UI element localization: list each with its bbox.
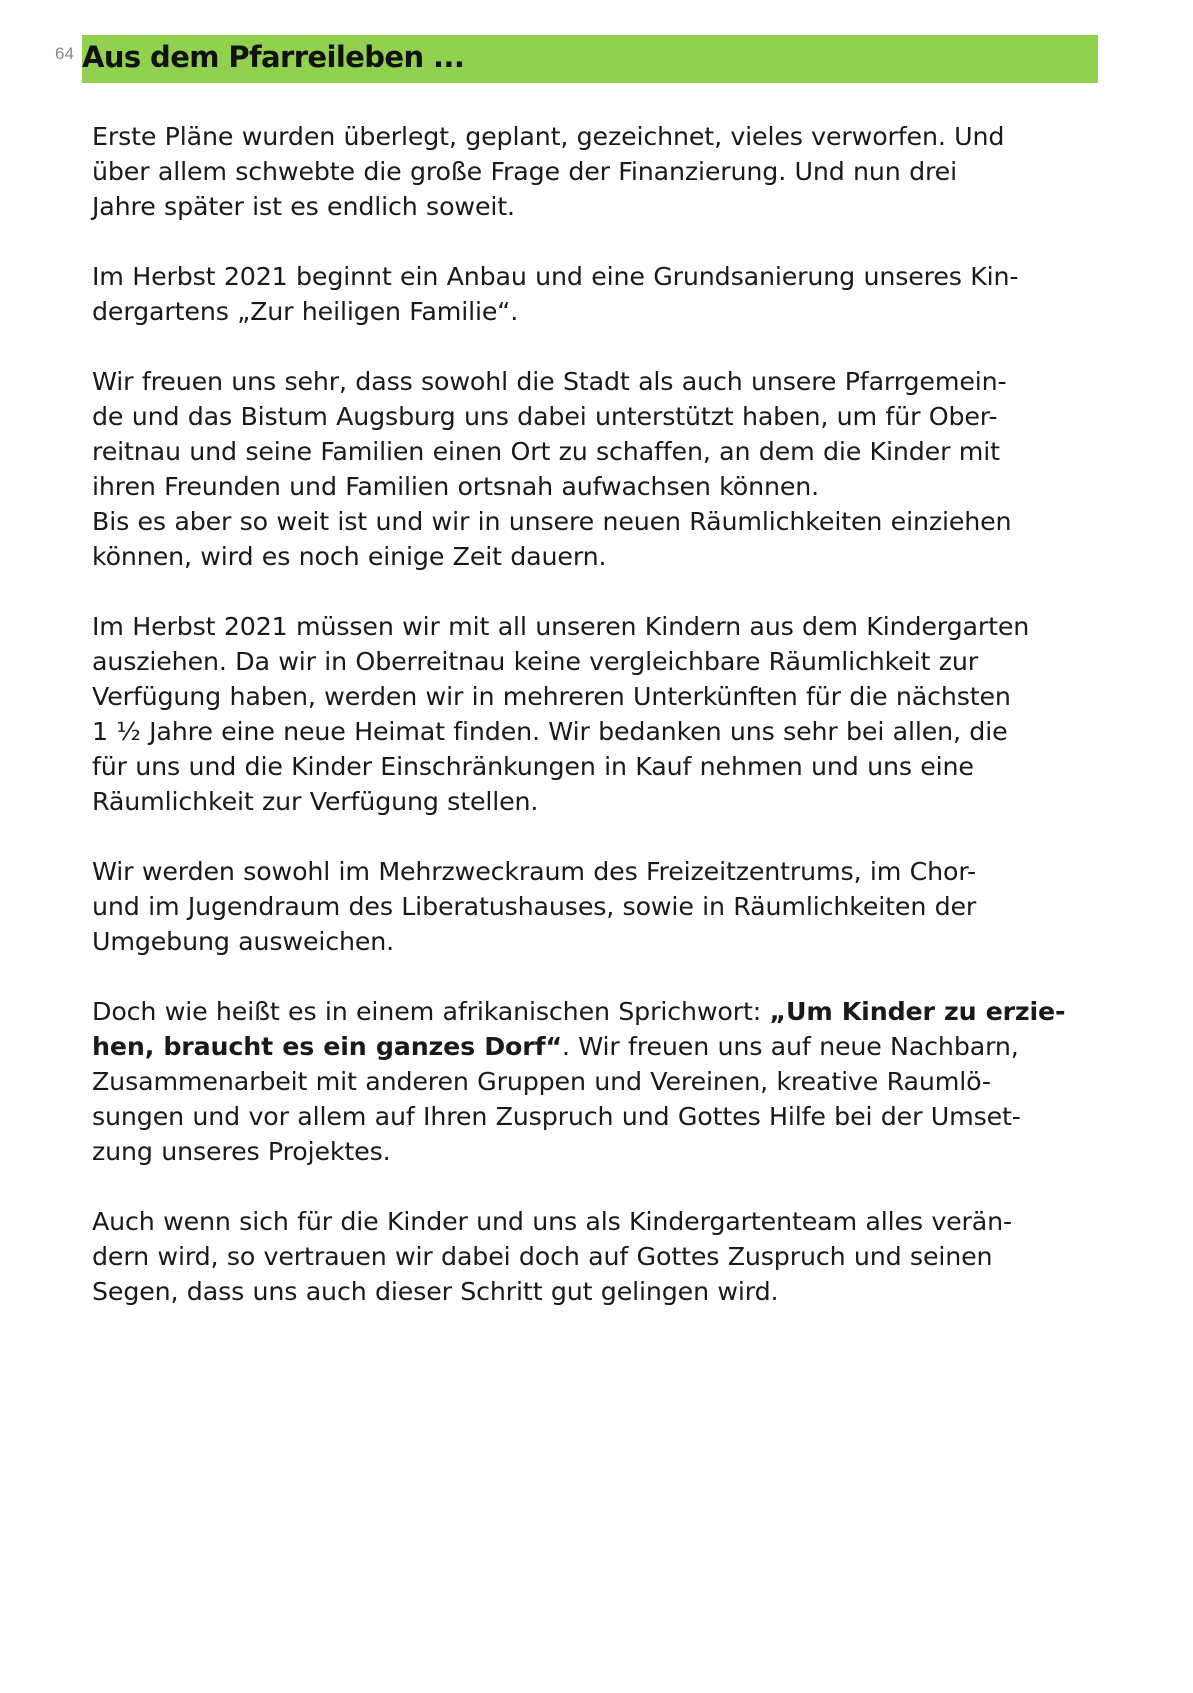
section-title: Aus dem Pfarreileben ... xyxy=(82,40,465,74)
paragraph-closing-blessing xyxy=(92,1204,1102,1309)
paragraph-alternative-rooms xyxy=(92,854,1102,959)
paragraph-construction-start xyxy=(92,259,1102,329)
text-line: 1 ½ Jahre eine neue Heimat finden. Wir bedanken uns sehr bei allen, die xyxy=(92,717,1008,746)
text-line: zung unseres Projektes. xyxy=(92,1137,391,1166)
paragraph-moving-out xyxy=(92,609,1102,819)
article-body xyxy=(92,119,1102,1344)
text-line: sungen und vor allem auf Ihren Zuspruch und Gottes Hilfe bei der Umset- xyxy=(92,1102,1021,1131)
proverb-quote: hen, braucht es ein ganzes Dorf“ xyxy=(92,1032,562,1061)
text-line: de und das Bistum Augsburg uns dabei unterstützt haben, um für Ober- xyxy=(92,402,998,431)
text-line: dergartens „Zur heiligen Familie“. xyxy=(92,297,519,326)
text-line: und im Jugendraum des Liberatushauses, sowie in Räumlichkeiten der xyxy=(92,892,977,921)
text-line: Segen, dass uns auch dieser Schritt gut gelingen wird. xyxy=(92,1277,779,1306)
text-line: Zusammenarbeit mit anderen Gruppen und Vereinen, kreative Raumlö- xyxy=(92,1067,991,1096)
text-line: Im Herbst 2021 müssen wir mit all unseren Kindern aus dem Kindergarten xyxy=(92,612,1030,641)
section-header-bar xyxy=(82,35,1098,83)
text-line: können, wird es noch einige Zeit dauern. xyxy=(92,542,607,571)
paragraph-plans xyxy=(92,119,1102,224)
text-line xyxy=(92,1029,1102,1064)
proverb-quote: „Um Kinder zu erzie- xyxy=(769,997,1066,1026)
text-line: dern wird, so vertrauen wir dabei doch auf Gottes Zuspruch und seinen xyxy=(92,1242,993,1271)
text-line: Räumlichkeit zur Verfügung stellen. xyxy=(92,787,539,816)
text-line: Bis es aber so weit ist und wir in unsere neuen Räumlichkeiten einziehen xyxy=(92,507,1012,536)
text-segment: . Wir freuen uns auf neue Nachbarn, xyxy=(561,1032,1019,1061)
text-line: Verfügung haben, werden wir in mehreren Unterkünften für die nächsten xyxy=(92,682,1011,711)
text-segment: Doch wie heißt es in einem afrikanischen Sprichwort: xyxy=(92,997,770,1026)
text-line: Wir freuen uns sehr, dass sowohl die Stadt als auch unsere Pfarrgemein- xyxy=(92,367,1007,396)
text-line xyxy=(92,994,1102,1029)
text-line: Im Herbst 2021 beginnt ein Anbau und eine Grundsanierung unseres Kin- xyxy=(92,262,1019,291)
text-line: ausziehen. Da wir in Oberreitnau keine vergleichbare Räumlichkeit zur xyxy=(92,647,978,676)
text-line: ihren Freunden und Familien ortsnah aufwachsen können. xyxy=(92,472,820,501)
text-line: für uns und die Kinder Einschränkungen in Kauf nehmen und uns eine xyxy=(92,752,974,781)
paragraph-support xyxy=(92,364,1102,574)
text-line: Auch wenn sich für die Kinder und uns als Kindergartenteam alles verän- xyxy=(92,1207,1013,1236)
text-line: Wir werden sowohl im Mehrzweckraum des Freizeitzentrums, im Chor- xyxy=(92,857,976,886)
text-line: reitnau und seine Familien einen Ort zu schaffen, an dem die Kinder mit xyxy=(92,437,1000,466)
paragraph-proverb xyxy=(92,994,1102,1169)
text-line: Umgebung ausweichen. xyxy=(92,927,395,956)
text-line: über allem schwebte die große Frage der Finanzierung. Und nun drei xyxy=(92,157,957,186)
text-line: Erste Pläne wurden überlegt, geplant, gezeichnet, vieles verworfen. Und xyxy=(92,122,1005,151)
text-line: Jahre später ist es endlich soweit. xyxy=(92,192,515,221)
page-number: 64 xyxy=(55,44,74,63)
